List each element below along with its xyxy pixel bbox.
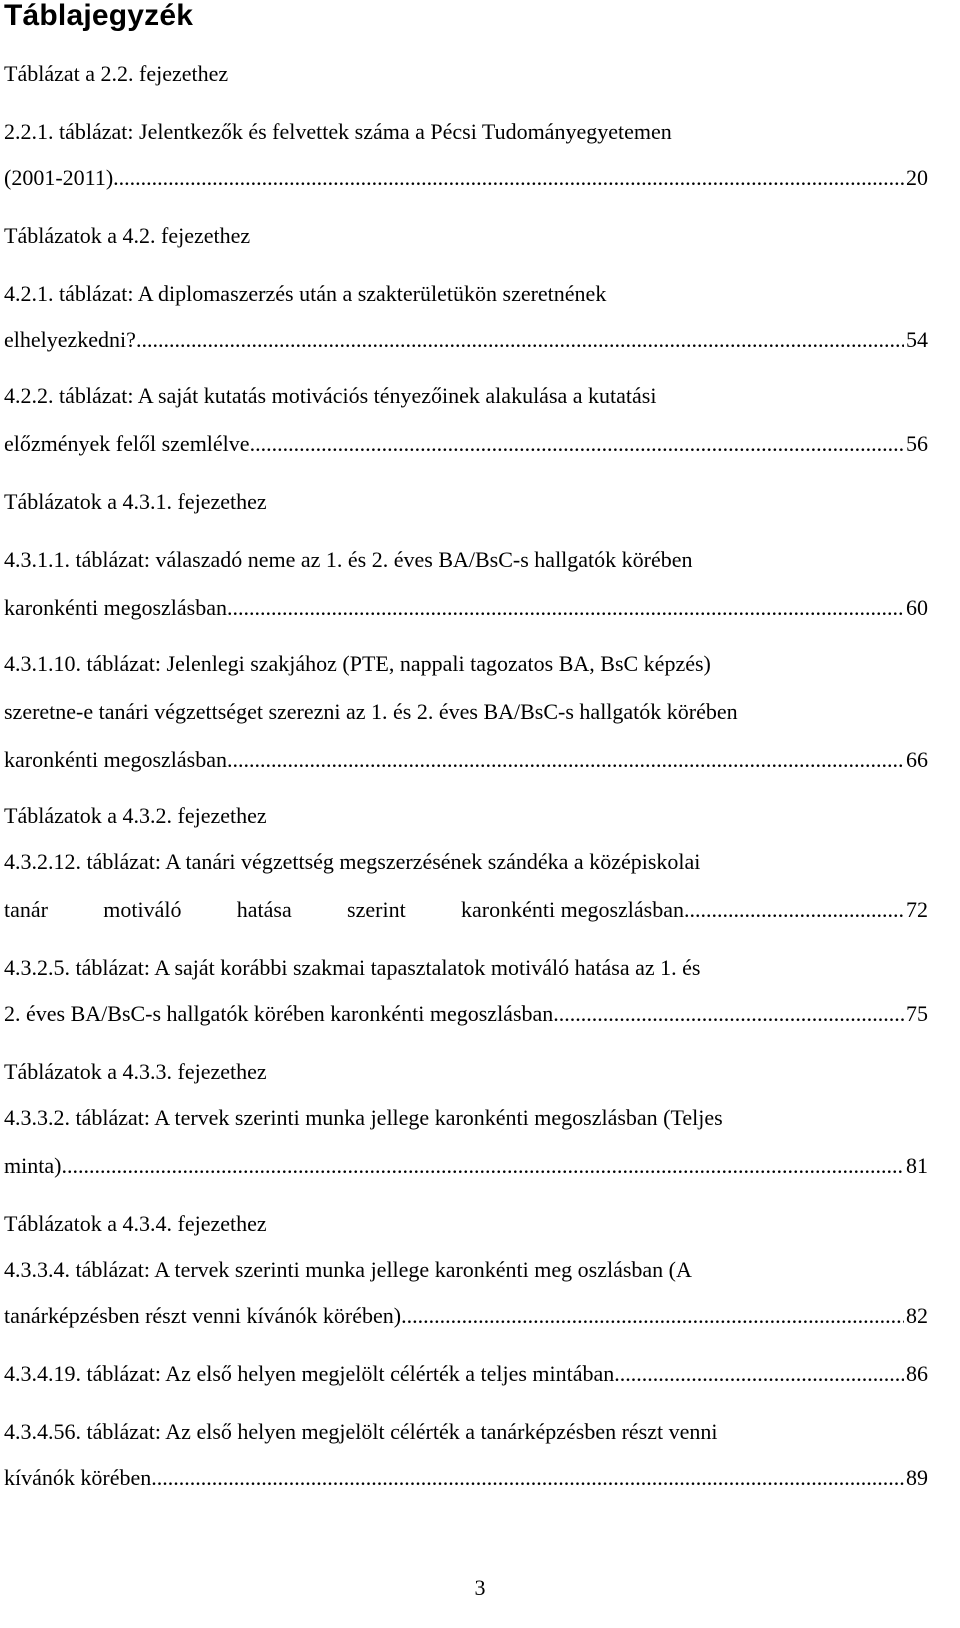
toc-entry-line: 2.2.1. táblázat: Jelentkezők és felvettek száma a Pécsi Tudományegyetemen	[4, 119, 672, 144]
toc-page-number: 66	[906, 747, 928, 772]
leader-dots	[227, 594, 904, 622]
leader-dots	[553, 1000, 904, 1028]
toc-entry-text: karonkénti megoszlásban	[4, 595, 227, 620]
toc-entry-leader-line[interactable]	[4, 164, 928, 192]
leader-dots	[61, 1152, 904, 1180]
toc-entry-leader-line[interactable]	[4, 1152, 928, 1180]
toc-entry-text: minta)	[4, 1153, 62, 1178]
toc-entry-text: 4.3.4.19. táblázat: Az első helyen megjelölt célérték a teljes mintában	[4, 1361, 615, 1386]
toc-entry-line: 4.3.1.10. táblázat: Jelenlegi szakjához (PTE, nappali tagozatos BA, BsC képzés)	[4, 651, 711, 676]
toc-entry-leader-line[interactable]	[4, 1360, 928, 1388]
toc-entry-leader-line[interactable]	[4, 1302, 928, 1330]
word: tanár	[4, 897, 48, 922]
section-heading-4-3-4: Táblázatok a 4.3.4. fejezethez	[4, 1211, 267, 1236]
toc-entry-leader-line[interactable]	[4, 746, 928, 774]
toc-entry-text: 2. éves BA/BsC-s hallgatók körében karonkénti megoszlásban	[4, 1001, 554, 1026]
toc-entry-leader-line[interactable]	[4, 594, 928, 622]
toc-entry-line: 4.2.2. táblázat: A saját kutatás motivációs tényezőinek alakulása a kutatási	[4, 383, 657, 408]
toc-entry-line: 4.3.2.5. táblázat: A saját korábbi szakmai tapasztalatok motiváló hatása az 1. és	[4, 955, 701, 980]
leader-dots	[227, 746, 904, 774]
toc-entry-leader-line[interactable]	[4, 430, 928, 458]
section-heading-4-3-3: Táblázatok a 4.3.3. fejezethez	[4, 1059, 267, 1084]
section-heading-2-2: Táblázat a 2.2. fejezethez	[4, 61, 229, 86]
toc-entry-line: 4.2.1. táblázat: A diplomaszerzés után a szakterületükön szeretnének	[4, 281, 607, 306]
leader-dots	[250, 430, 904, 458]
leader-dots	[113, 164, 904, 192]
word: hatása	[236, 897, 292, 922]
leader-dots	[151, 1464, 904, 1492]
toc-entry-line: 4.3.1.1. táblázat: válaszadó neme az 1. és 2. éves BA/BsC-s hallgatók körében	[4, 547, 693, 572]
toc-page-number: 72	[906, 897, 928, 922]
leader-dots	[684, 896, 904, 924]
toc-page-number: 20	[906, 165, 928, 190]
toc-entry-text: kívánók körében	[4, 1465, 152, 1490]
leader-dots	[136, 326, 904, 354]
leader-dots	[614, 1360, 904, 1388]
toc-entry-line: 4.3.2.12. táblázat: A tanári végzettség megszerzésének szándéka a középiskolai	[4, 849, 701, 874]
toc-page-number: 56	[906, 431, 928, 456]
toc-entry-text: (2001-2011)	[4, 165, 114, 190]
toc-entry-leader-line[interactable]	[4, 1000, 928, 1028]
toc-entry-text: tanárképzésben részt venni kívánók körében)	[4, 1303, 402, 1328]
toc-entry-text: előzmények felől szemlélve	[4, 431, 250, 456]
toc-page-number: 81	[906, 1153, 928, 1178]
toc-entry-leader-line[interactable]	[4, 1464, 928, 1492]
word: motiváló	[103, 897, 182, 922]
toc-entry-leader-line[interactable]	[4, 326, 928, 354]
toc-entry-line: 4.3.3.2. táblázat: A tervek szerinti munka jellege karonkénti megoszlásban (Teljes	[4, 1105, 723, 1130]
toc-page-number: 54	[906, 327, 928, 352]
toc-page-number: 82	[906, 1303, 928, 1328]
word: szerint	[347, 897, 406, 922]
toc-entry-text: karonkénti megoszlásban	[4, 747, 227, 772]
leader-dots	[401, 1302, 904, 1330]
section-heading-4-3-2: Táblázatok a 4.3.2. fejezethez	[4, 803, 267, 828]
page-number: 3	[474, 1575, 486, 1600]
page-title: Táblajegyzék	[4, 0, 194, 32]
toc-page-number: 89	[906, 1465, 928, 1490]
word: karonkénti megoszlásban	[461, 897, 684, 922]
toc-entry-leader-line[interactable]	[4, 896, 928, 924]
toc-page-number: 86	[906, 1361, 928, 1386]
toc-entry-text-justified	[4, 896, 684, 924]
toc-page-number: 60	[906, 595, 928, 620]
section-heading-4-3-1: Táblázatok a 4.3.1. fejezethez	[4, 489, 267, 514]
toc-entry-line: 4.3.4.56. táblázat: Az első helyen megjelölt célérték a tanárképzésben részt venni	[4, 1419, 718, 1444]
toc-entry-line: szeretne-e tanári végzettséget szerezni az 1. és 2. éves BA/BsC-s hallgatók körében	[4, 699, 738, 724]
toc-entry-text: elhelyezkedni?	[4, 327, 136, 352]
toc-entry-line: 4.3.3.4. táblázat: A tervek szerinti munka jellege karonkénti meg oszlásban (A	[4, 1257, 692, 1282]
section-heading-4-2: Táblázatok a 4.2. fejezethez	[4, 223, 251, 248]
toc-page-number: 75	[906, 1001, 928, 1026]
